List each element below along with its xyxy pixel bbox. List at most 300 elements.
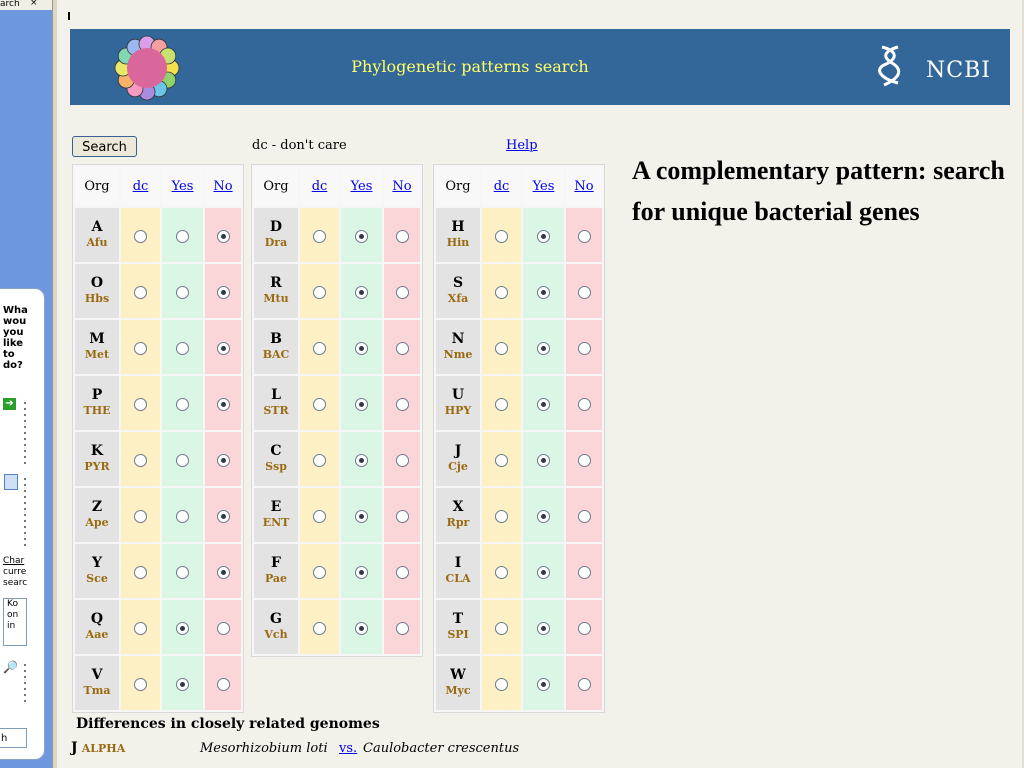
no-radio[interactable] xyxy=(217,342,230,355)
no-radio[interactable] xyxy=(217,230,230,243)
search-companion-pane xyxy=(0,0,52,768)
no-header-link[interactable]: No xyxy=(574,179,594,194)
slide-headline: A complementary pattern: search for unique bacterial genes xyxy=(632,156,1005,226)
dc-radio[interactable] xyxy=(313,286,326,299)
organism-code: Z xyxy=(91,499,103,515)
yes-cell xyxy=(162,320,203,374)
dc-radio[interactable] xyxy=(134,622,147,635)
differences-row xyxy=(71,740,520,756)
organism-row xyxy=(75,544,241,598)
yes-radio[interactable] xyxy=(355,230,368,243)
page-content xyxy=(57,0,1024,768)
yes-cell xyxy=(523,376,564,430)
organism-code: P xyxy=(91,387,103,403)
no-cell xyxy=(384,376,420,430)
document-search-icon[interactable] xyxy=(4,474,18,490)
organism-abbrev: Met xyxy=(84,348,110,361)
dc-radio[interactable] xyxy=(313,398,326,411)
no-cell xyxy=(384,600,420,654)
dc-cell xyxy=(300,488,339,542)
yes-cell xyxy=(162,488,203,542)
yes-radio[interactable] xyxy=(176,230,189,243)
organism-row xyxy=(436,208,602,262)
organism-abbrev: CLA xyxy=(445,572,471,585)
dc-radio[interactable] xyxy=(495,454,508,467)
difference-code: J xyxy=(71,740,78,756)
dotted-separator xyxy=(24,402,26,468)
dc-cell xyxy=(300,376,339,430)
no-cell xyxy=(384,432,420,486)
help-link[interactable]: Help xyxy=(506,138,538,153)
prompt-line: you xyxy=(3,327,24,338)
yes-cell xyxy=(341,600,382,654)
yes-radio[interactable] xyxy=(176,342,189,355)
yes-cell xyxy=(523,656,564,710)
organism-code: E xyxy=(270,499,282,515)
prompt-line: to xyxy=(3,349,15,360)
search-pane-input[interactable]: h xyxy=(0,728,27,748)
organism-abbrev: Vch xyxy=(264,628,288,641)
no-radio[interactable] xyxy=(578,342,591,355)
no-cell xyxy=(205,320,241,374)
organism-row xyxy=(436,264,602,318)
table-header-row xyxy=(436,167,602,206)
dc-radio[interactable] xyxy=(495,286,508,299)
organism-abbrev: STR xyxy=(263,404,289,417)
yes-radio[interactable] xyxy=(176,510,189,523)
yes-radio[interactable] xyxy=(355,342,368,355)
dc-radio[interactable] xyxy=(495,230,508,243)
pattern-table-1 xyxy=(72,164,244,713)
change-line: searc xyxy=(3,578,28,588)
dc-radio[interactable] xyxy=(495,678,508,691)
yes-radio[interactable] xyxy=(355,454,368,467)
change-search-link[interactable] xyxy=(3,556,27,589)
dc-cell xyxy=(482,544,521,598)
organism-abbrev: Aae xyxy=(85,628,109,641)
organism-abbrev: Mtu xyxy=(263,292,289,305)
yes-radio[interactable] xyxy=(355,566,368,579)
yes-radio[interactable] xyxy=(537,510,550,523)
dc-radio[interactable] xyxy=(134,342,147,355)
organism-row xyxy=(75,264,241,318)
no-cell xyxy=(384,488,420,542)
no-cell xyxy=(566,432,602,486)
yes-radio[interactable] xyxy=(176,678,189,691)
search-pane-tab[interactable] xyxy=(0,0,52,10)
organism-abbrev: Myc xyxy=(445,684,471,697)
pattern-table-3 xyxy=(433,164,605,713)
dc-cell xyxy=(300,432,339,486)
organism-cell xyxy=(436,488,480,542)
genome-2: Caulobacter crescentus xyxy=(363,741,520,756)
differences-heading: Differences in closely related genomes xyxy=(76,716,380,732)
yes-radio[interactable] xyxy=(176,286,189,299)
dc-radio[interactable] xyxy=(313,230,326,243)
org-header: Org xyxy=(75,167,119,206)
search-button[interactable]: Search xyxy=(72,136,137,157)
organism-row xyxy=(75,208,241,262)
dc-cell xyxy=(121,600,160,654)
no-header xyxy=(205,167,241,206)
organism-abbrev: Nme xyxy=(443,348,473,361)
organism-cell xyxy=(254,544,298,598)
prompt-line: Wha xyxy=(3,305,28,316)
no-cell xyxy=(566,488,602,542)
no-radio[interactable] xyxy=(578,678,591,691)
page-title: Phylogenetic patterns search xyxy=(351,57,589,76)
dc-cell xyxy=(482,208,521,262)
dc-cell xyxy=(300,208,339,262)
dc-header xyxy=(300,167,339,206)
organism-code: N xyxy=(451,331,465,347)
dc-radio[interactable] xyxy=(495,398,508,411)
organism-abbrev: Sce xyxy=(86,572,108,585)
org-header: Org xyxy=(436,167,480,206)
organism-row xyxy=(254,544,420,598)
organism-row xyxy=(75,656,241,710)
change-line: Char xyxy=(3,556,25,566)
yes-header-link[interactable]: Yes xyxy=(350,179,373,194)
dc-radio[interactable] xyxy=(134,678,147,691)
organism-row xyxy=(436,432,602,486)
prompt-line: like xyxy=(3,338,24,349)
dc-cell xyxy=(121,544,160,598)
no-radio[interactable] xyxy=(217,454,230,467)
organism-code: U xyxy=(451,387,465,403)
change-line: curre xyxy=(3,567,27,577)
no-radio[interactable] xyxy=(217,510,230,523)
dc-header xyxy=(121,167,160,206)
yes-cell xyxy=(162,656,203,710)
yes-radio[interactable] xyxy=(537,566,550,579)
no-radio[interactable] xyxy=(578,286,591,299)
no-radio[interactable] xyxy=(396,398,409,411)
organism-row xyxy=(254,488,420,542)
dc-header-link[interactable]: dc xyxy=(311,179,328,194)
dc-cell xyxy=(121,320,160,374)
dotted-separator xyxy=(24,664,26,704)
no-cell xyxy=(566,544,602,598)
dc-cell xyxy=(300,264,339,318)
organism-row xyxy=(436,600,602,654)
yes-header xyxy=(162,167,203,206)
dc-radio[interactable] xyxy=(495,510,508,523)
organism-row xyxy=(254,376,420,430)
yes-radio[interactable] xyxy=(176,622,189,635)
dc-radio[interactable] xyxy=(134,510,147,523)
organism-code: H xyxy=(451,219,465,235)
yes-cell xyxy=(162,376,203,430)
organism-abbrev: ENT xyxy=(262,516,290,529)
yes-radio[interactable] xyxy=(537,678,550,691)
no-radio[interactable] xyxy=(578,230,591,243)
yes-cell xyxy=(523,264,564,318)
dc-cell xyxy=(300,600,339,654)
prompt-line: do? xyxy=(3,360,23,371)
organism-code: I xyxy=(454,555,462,571)
keyword-box[interactable] xyxy=(3,598,27,646)
yes-cell xyxy=(523,320,564,374)
no-cell xyxy=(566,656,602,710)
no-cell xyxy=(566,208,602,262)
organism-code: L xyxy=(271,387,281,403)
organism-row xyxy=(254,264,420,318)
no-cell xyxy=(205,600,241,654)
yes-radio[interactable] xyxy=(537,622,550,635)
yes-cell xyxy=(523,488,564,542)
dc-radio[interactable] xyxy=(313,342,326,355)
organism-cell xyxy=(75,376,119,430)
dc-header-link[interactable]: dc xyxy=(132,179,149,194)
dc-radio[interactable] xyxy=(134,454,147,467)
organism-code: T xyxy=(452,611,464,627)
no-cell xyxy=(566,376,602,430)
organism-cell xyxy=(436,208,480,262)
dc-cell xyxy=(121,488,160,542)
organism-abbrev: Ape xyxy=(85,516,109,529)
no-radio[interactable] xyxy=(396,622,409,635)
organism-code: W xyxy=(450,667,466,683)
no-radio[interactable] xyxy=(217,286,230,299)
magnifier-icon[interactable]: 🔎 xyxy=(3,660,18,674)
organism-row xyxy=(254,208,420,262)
dc-header-link[interactable]: dc xyxy=(493,179,510,194)
yes-cell xyxy=(341,488,382,542)
organism-row xyxy=(436,488,602,542)
organism-code: O xyxy=(90,275,104,291)
no-radio[interactable] xyxy=(578,398,591,411)
page-marker xyxy=(68,12,70,20)
yes-radio[interactable] xyxy=(176,454,189,467)
no-radio[interactable] xyxy=(217,566,230,579)
yes-radio[interactable] xyxy=(355,510,368,523)
dc-radio[interactable] xyxy=(313,622,326,635)
organism-abbrev: PYR xyxy=(84,460,110,473)
organism-code: Q xyxy=(90,611,104,627)
table-header-row xyxy=(254,167,420,206)
organism-cell xyxy=(436,376,480,430)
difference-group: ALPHA xyxy=(81,742,126,755)
yes-cell xyxy=(162,264,203,318)
organism-row xyxy=(75,320,241,374)
yes-header xyxy=(341,167,382,206)
dc-radio[interactable] xyxy=(495,622,508,635)
no-header-link[interactable]: No xyxy=(213,179,233,194)
yes-cell xyxy=(341,208,382,262)
dc-radio[interactable] xyxy=(134,286,147,299)
organism-abbrev: Ssp xyxy=(265,460,287,473)
organism-code: A xyxy=(91,219,103,235)
keyword-line: Ko xyxy=(7,599,18,609)
organism-code: F xyxy=(271,555,281,571)
no-radio[interactable] xyxy=(578,510,591,523)
organism-abbrev: SPI xyxy=(447,628,469,641)
no-radio[interactable] xyxy=(396,286,409,299)
yes-cell xyxy=(523,544,564,598)
organism-row xyxy=(75,376,241,430)
no-radio[interactable] xyxy=(396,454,409,467)
no-radio[interactable] xyxy=(396,566,409,579)
yes-cell xyxy=(341,544,382,598)
organism-cell xyxy=(436,600,480,654)
compare-link[interactable]: vs. xyxy=(339,741,358,756)
organism-code: C xyxy=(270,443,282,459)
dc-radio[interactable] xyxy=(134,566,147,579)
dc-cell xyxy=(482,264,521,318)
organism-row xyxy=(436,376,602,430)
no-cell xyxy=(205,656,241,710)
organism-cell xyxy=(254,320,298,374)
organism-code: X xyxy=(452,499,464,515)
genome-1: Mesorhizobium loti xyxy=(200,741,328,756)
dc-radio[interactable] xyxy=(313,510,326,523)
organism-code: S xyxy=(452,275,464,291)
organism-cell xyxy=(254,432,298,486)
no-cell xyxy=(384,264,420,318)
yes-radio[interactable] xyxy=(537,454,550,467)
pattern-table-2 xyxy=(251,164,423,657)
organism-abbrev: Xfa xyxy=(447,292,469,305)
keyword-line: in xyxy=(7,621,16,631)
no-radio[interactable] xyxy=(396,510,409,523)
yes-cell xyxy=(162,600,203,654)
organism-code: B xyxy=(270,331,282,347)
no-header xyxy=(384,167,420,206)
header-banner xyxy=(70,29,1010,105)
organism-cell xyxy=(254,488,298,542)
yes-header-link[interactable]: Yes xyxy=(171,179,194,194)
organism-cell xyxy=(254,264,298,318)
yes-radio[interactable] xyxy=(355,286,368,299)
organism-code: R xyxy=(270,275,282,291)
no-radio[interactable] xyxy=(578,622,591,635)
organism-code: G xyxy=(270,611,282,627)
yes-radio[interactable] xyxy=(355,398,368,411)
no-cell xyxy=(566,600,602,654)
dc-radio[interactable] xyxy=(134,230,147,243)
yes-cell xyxy=(162,432,203,486)
organism-code: M xyxy=(89,331,105,347)
yes-radio[interactable] xyxy=(537,230,550,243)
green-arrow-icon[interactable]: ➔ xyxy=(3,398,16,410)
yes-cell xyxy=(523,432,564,486)
yes-header-link[interactable]: Yes xyxy=(532,179,555,194)
no-cell xyxy=(205,376,241,430)
ncbi-label: NCBI xyxy=(926,58,991,83)
organism-row xyxy=(75,488,241,542)
dc-cell xyxy=(482,432,521,486)
close-icon[interactable]: × xyxy=(30,0,38,8)
dc-radio[interactable] xyxy=(495,566,508,579)
organism-cell xyxy=(254,208,298,262)
yes-radio[interactable] xyxy=(176,398,189,411)
organism-abbrev: THE xyxy=(83,404,111,417)
org-header: Org xyxy=(254,167,298,206)
dc-cell xyxy=(482,376,521,430)
organism-abbrev: Cje xyxy=(448,460,468,473)
keyword-line: on xyxy=(7,610,19,620)
organism-cell xyxy=(436,544,480,598)
organism-cell xyxy=(75,320,119,374)
yes-radio[interactable] xyxy=(537,398,550,411)
dc-cell xyxy=(482,656,521,710)
yes-cell xyxy=(523,600,564,654)
organism-cell xyxy=(75,264,119,318)
organism-row xyxy=(75,432,241,486)
dc-cell xyxy=(121,656,160,710)
organism-cell xyxy=(75,544,119,598)
dc-cell xyxy=(300,320,339,374)
organism-cell xyxy=(436,656,480,710)
organism-code: Y xyxy=(92,555,102,571)
yes-cell xyxy=(162,208,203,262)
organism-abbrev: BAC xyxy=(262,348,290,361)
organism-row xyxy=(436,656,602,710)
yes-radio[interactable] xyxy=(537,286,550,299)
no-cell xyxy=(205,432,241,486)
organism-abbrev: Tma xyxy=(83,684,111,697)
organism-cell xyxy=(75,656,119,710)
dotted-separator xyxy=(24,478,26,548)
organism-abbrev: Rpr xyxy=(446,516,470,529)
organism-abbrev: Pae xyxy=(264,572,288,585)
no-radio[interactable] xyxy=(396,342,409,355)
organism-cell xyxy=(436,432,480,486)
prompt-line: wou xyxy=(3,316,27,327)
dc-cell xyxy=(482,320,521,374)
dc-radio[interactable] xyxy=(313,454,326,467)
yes-cell xyxy=(341,376,382,430)
no-radio[interactable] xyxy=(217,678,230,691)
dc-legend: dc - don't care xyxy=(252,138,347,153)
dc-cell xyxy=(482,600,521,654)
organism-abbrev: Hin xyxy=(446,236,470,249)
organism-cell xyxy=(75,488,119,542)
dc-radio[interactable] xyxy=(495,342,508,355)
no-radio[interactable] xyxy=(217,622,230,635)
organism-cell xyxy=(75,600,119,654)
no-radio[interactable] xyxy=(578,566,591,579)
dc-cell xyxy=(121,264,160,318)
no-cell xyxy=(566,264,602,318)
no-cell xyxy=(384,544,420,598)
organism-row xyxy=(436,320,602,374)
dc-radio[interactable] xyxy=(313,566,326,579)
no-radio[interactable] xyxy=(578,454,591,467)
organism-abbrev: Dra xyxy=(264,236,288,249)
search-prompt xyxy=(3,305,28,371)
no-cell xyxy=(205,544,241,598)
yes-radio[interactable] xyxy=(537,342,550,355)
dc-header xyxy=(482,167,521,206)
organism-abbrev: Hbs xyxy=(84,292,110,305)
table-header-row xyxy=(75,167,241,206)
yes-cell xyxy=(523,208,564,262)
organism-row xyxy=(436,544,602,598)
dc-cell xyxy=(121,208,160,262)
organism-row xyxy=(254,432,420,486)
dna-helix-icon xyxy=(876,43,906,89)
ncbi-logo[interactable] xyxy=(870,43,1000,91)
no-header-link[interactable]: No xyxy=(392,179,412,194)
no-radio[interactable] xyxy=(396,230,409,243)
organism-row xyxy=(254,320,420,374)
yes-radio[interactable] xyxy=(355,622,368,635)
dc-radio[interactable] xyxy=(134,398,147,411)
yes-radio[interactable] xyxy=(176,566,189,579)
no-radio[interactable] xyxy=(217,398,230,411)
